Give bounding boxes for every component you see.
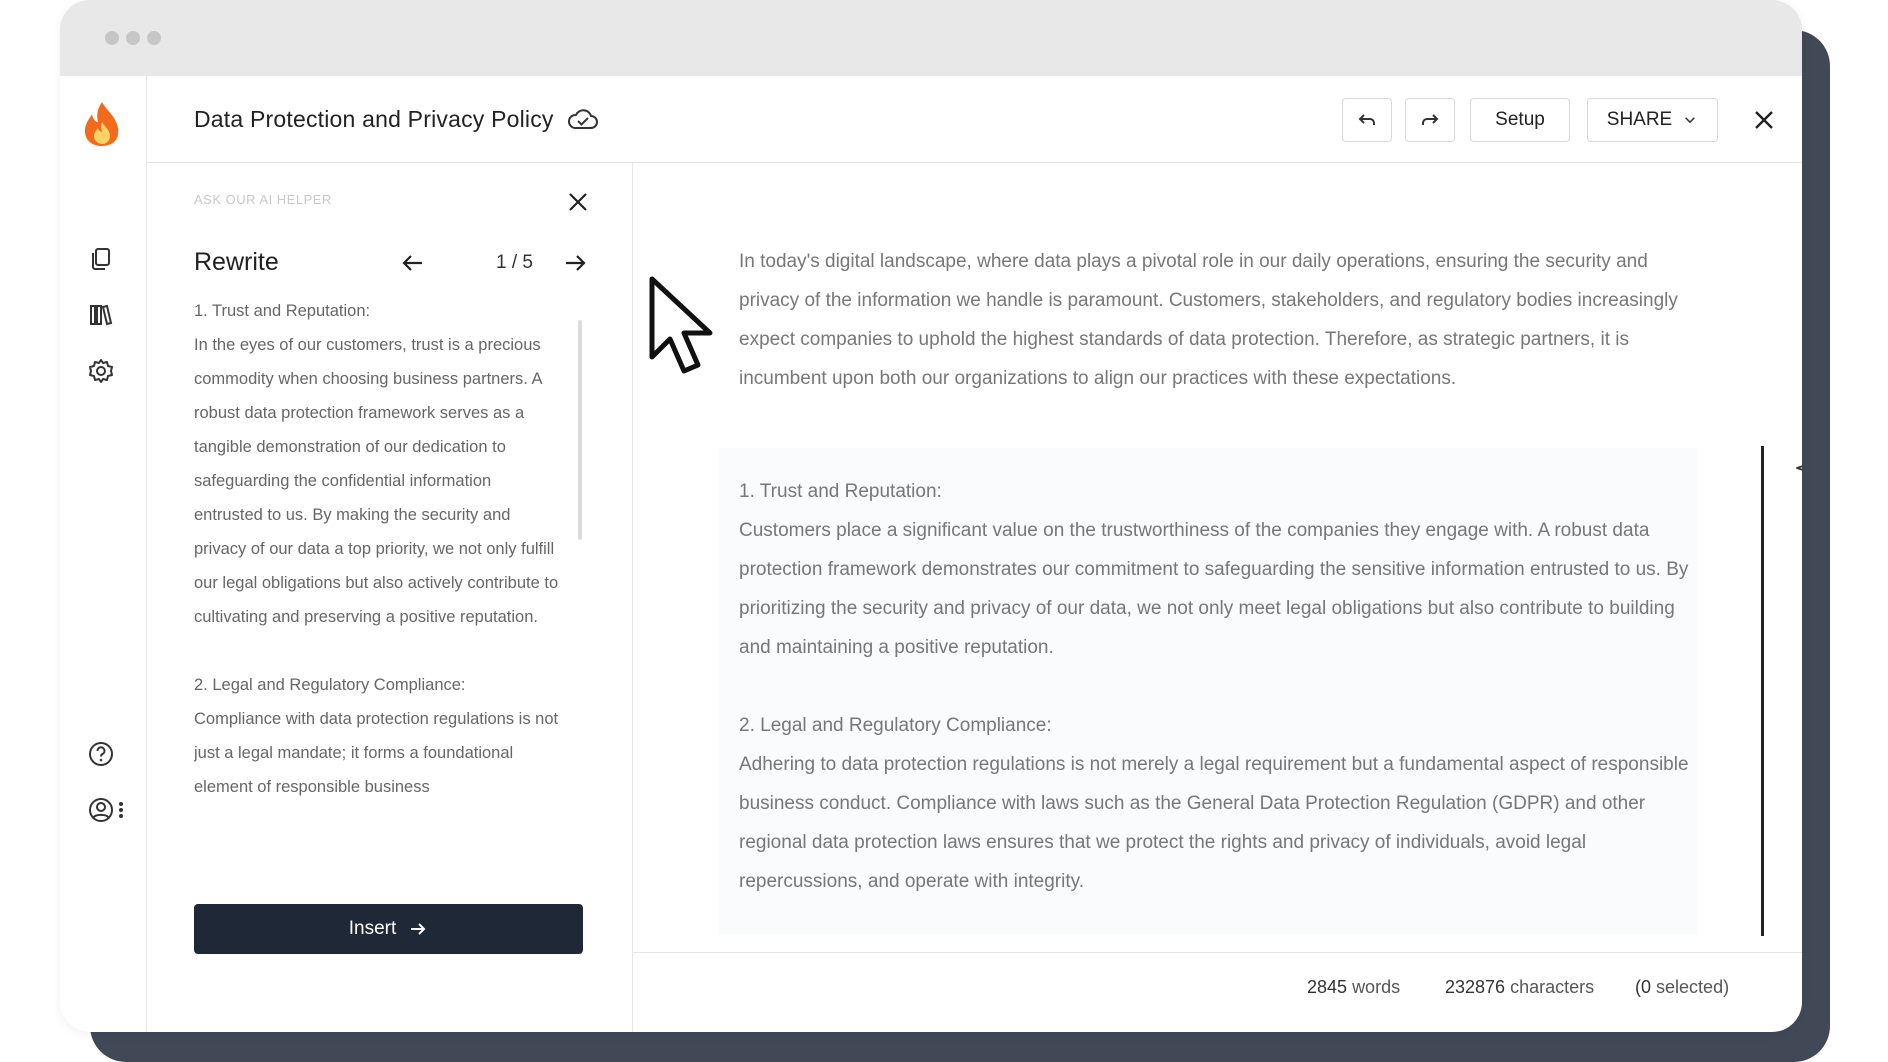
library-icon[interactable] bbox=[86, 300, 116, 330]
document-title[interactable]: Data Protection and Privacy Policy bbox=[194, 106, 554, 132]
undo-icon bbox=[1356, 109, 1378, 131]
suggestion-paragraph: 1. Trust and Reputation: In the eyes of our customers, trust is a precious commodity when choosing business partners. A robust data protection framework serves as a tangible demonstration of our dedication to safeguarding the confidential information entrusted to us. By making the security and privacy of our data a top priority, we not only fulfill our legal obligations but also actively contribute to cultivating and preserving a positive reputation. bbox=[194, 302, 559, 626]
window-dot[interactable] bbox=[147, 31, 161, 45]
undo-button[interactable] bbox=[1342, 98, 1392, 142]
character-count-label: characters bbox=[1510, 977, 1595, 997]
window-titlebar bbox=[60, 0, 1802, 76]
redo-button[interactable] bbox=[1405, 98, 1455, 142]
helper-close-icon[interactable] bbox=[566, 190, 590, 214]
selected-text-content[interactable] bbox=[739, 472, 1689, 940]
documents-icon[interactable] bbox=[86, 244, 116, 274]
setup-button[interactable]: Setup bbox=[1470, 98, 1570, 142]
arrow-right-icon[interactable] bbox=[562, 250, 588, 276]
character-count-value: 232876 bbox=[1445, 977, 1506, 997]
flame-icon[interactable] bbox=[80, 100, 124, 148]
help-icon[interactable] bbox=[86, 739, 116, 769]
selected-count-value: (0 bbox=[1635, 977, 1652, 997]
rewrite-suggestion-text[interactable] bbox=[194, 294, 564, 834]
window-controls bbox=[105, 31, 161, 45]
mouse-pointer-icon bbox=[648, 275, 720, 375]
section-heading: 2. Legal and Regulatory Compliance: bbox=[739, 715, 1052, 736]
left-rail bbox=[60, 76, 147, 1032]
redo-icon bbox=[1419, 109, 1441, 131]
cloud-sync-icon bbox=[566, 106, 600, 134]
close-icon[interactable] bbox=[1750, 106, 1778, 134]
insert-label: Insert bbox=[348, 918, 397, 939]
character-count bbox=[1445, 977, 1594, 998]
ai-helper-panel bbox=[146, 162, 633, 1032]
window-dot[interactable] bbox=[126, 31, 140, 45]
section-body: Adhering to data protection regulations is not merely a legal requirement but a fundamental aspect of responsible business conduct. Compliance with laws such as the General Data Protection Regulation (GDPR) and other regional data protection laws ensures that we protect the rights and privacy of individuals, avoid legal repercussions, and operate with integrity. bbox=[739, 754, 1689, 892]
selected-count-label: selected) bbox=[1656, 977, 1730, 997]
ai-sparkle-icon[interactable] bbox=[1793, 454, 1802, 482]
status-footer bbox=[633, 952, 1802, 1032]
arrow-left-icon[interactable] bbox=[400, 250, 426, 276]
app-window bbox=[60, 0, 1802, 1032]
selection-indicator-bar bbox=[1761, 446, 1764, 936]
arrow-right-icon bbox=[408, 919, 428, 939]
selected-text-block[interactable] bbox=[719, 448, 1697, 934]
settings-gear-icon[interactable] bbox=[86, 356, 116, 386]
chevron-down-icon bbox=[1682, 112, 1698, 128]
helper-scrollbar[interactable] bbox=[578, 320, 582, 540]
insert-button[interactable] bbox=[194, 904, 583, 954]
user-account-icon[interactable] bbox=[86, 795, 116, 825]
window-dot[interactable] bbox=[105, 31, 119, 45]
selected-count bbox=[1635, 977, 1729, 998]
share-button[interactable] bbox=[1587, 98, 1718, 142]
word-count-label: words bbox=[1352, 977, 1401, 997]
helper-label: ASK OUR AI HELPER bbox=[194, 192, 332, 207]
word-count bbox=[1307, 977, 1400, 998]
section-body: Customers place a significant value on the trustworthiness of the companies they engage with. A robust data protection framework demonstrates our commitment to safeguarding the sensitive information entrusted to us. By prioritizing the security and privacy of our data, we not only meet legal obligations but also contribute to building and maintaining a positive reputation. bbox=[739, 520, 1689, 658]
word-count-value: 2845 bbox=[1307, 977, 1348, 997]
document-intro-paragraph[interactable]: In today's digital landscape, where data plays a pivotal role in our daily operations, ensuring the security and privacy of the information we handle is paramount. Customers, stakeholders, and regulatory bodies increasingly expect companies to uphold the highest standards of data protection. Therefore, as strategic partners, it is incumbent upon both our organizations to align our practices with these expectations. bbox=[739, 251, 1678, 389]
document-header bbox=[146, 76, 1802, 163]
section-heading: 1. Trust and Reputation: bbox=[739, 481, 942, 502]
suggestion-paragraph: 2. Legal and Regulatory Compliance: Compliance with data protection regulations is not just a legal mandate; it forms a foundational element of responsible business bbox=[194, 676, 559, 796]
suggestion-counter: 1 / 5 bbox=[496, 252, 533, 273]
rewrite-title: Rewrite bbox=[194, 248, 279, 276]
share-label: SHARE bbox=[1606, 109, 1673, 130]
document-editor[interactable] bbox=[633, 162, 1802, 1032]
more-vertical-icon[interactable] bbox=[116, 795, 126, 825]
